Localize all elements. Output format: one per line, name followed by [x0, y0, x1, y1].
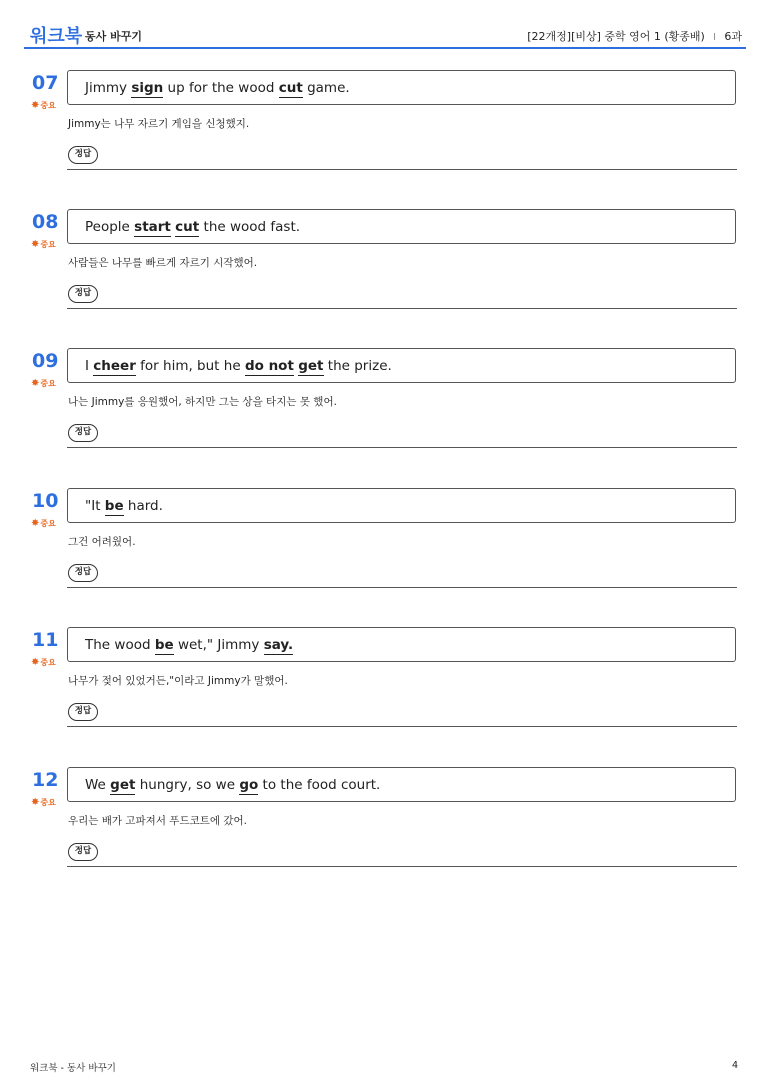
answer-button[interactable]: 정답: [68, 564, 98, 582]
sentence-text: hard.: [123, 498, 163, 514]
answer-button[interactable]: 정답: [68, 424, 98, 442]
target-verb: go: [239, 777, 259, 793]
sentence-box: [67, 209, 736, 244]
star-burst-icon: ✸: [31, 657, 40, 668]
important-badge: [31, 657, 56, 668]
workbook-title: 워크북: [30, 26, 83, 47]
target-verb: cut: [278, 80, 303, 96]
answer-button[interactable]: 정답: [68, 703, 98, 721]
header-divider: [24, 47, 746, 49]
sentence-text: People: [85, 219, 135, 235]
korean-translation: 우리는 배가 고파져서 푸드코트에 갔어.: [68, 815, 247, 827]
question-number: 11: [32, 629, 59, 651]
target-verb: be: [154, 637, 174, 653]
star-burst-icon: ✸: [31, 100, 40, 111]
sentence-text: to the food court.: [258, 777, 381, 793]
page-number: 4: [731, 1060, 738, 1071]
lesson-number: 6과: [724, 30, 742, 43]
sentence-text: the prize.: [323, 358, 392, 374]
sentence-text: the wood fast.: [199, 219, 301, 235]
important-label: 중요: [40, 101, 56, 110]
question-item: [0, 488, 768, 598]
star-burst-icon: ✸: [31, 518, 40, 529]
page-header: [0, 0, 768, 50]
sentence-text: hungry, so we: [135, 777, 240, 793]
question-item: [0, 627, 768, 737]
korean-translation: 그건 어려웠어.: [68, 536, 136, 548]
sentence-text: up for the wood: [163, 80, 279, 96]
question-item: [0, 767, 768, 877]
target-verb: say.: [263, 637, 294, 653]
course-info: [527, 28, 742, 44]
course-name: [22개정][비상] 중학 영어 1 (황종배): [527, 30, 705, 43]
answer-line[interactable]: [67, 447, 737, 448]
answer-button[interactable]: 정답: [68, 285, 98, 303]
sentence-text: The wood: [85, 637, 155, 653]
target-verb: sign: [131, 80, 164, 96]
star-burst-icon: ✸: [31, 797, 40, 808]
sentence-box: [67, 627, 736, 662]
question-number: 12: [32, 769, 59, 791]
target-verb: get: [110, 777, 136, 793]
sentence-text: "It: [85, 498, 105, 514]
question-item: [0, 70, 768, 180]
important-badge: [31, 239, 56, 250]
korean-translation: 사람들은 나무를 빠르게 자르기 시작했어.: [68, 257, 258, 269]
question-item: [0, 348, 768, 458]
sentence-box: [67, 70, 736, 105]
answer-button[interactable]: 정답: [68, 146, 98, 164]
important-label: 중요: [40, 798, 56, 807]
sentence-text: for him, but he: [135, 358, 245, 374]
target-verb: cut: [175, 219, 200, 235]
sentence-text: game.: [302, 80, 350, 96]
star-burst-icon: ✸: [31, 378, 40, 389]
sentence-box: [67, 767, 736, 802]
target-verb: do not: [244, 358, 294, 374]
target-verb: be: [104, 498, 124, 514]
important-label: 중요: [40, 658, 56, 667]
target-verb: start: [134, 219, 171, 235]
important-label: 중요: [40, 379, 56, 388]
answer-button[interactable]: 정답: [68, 843, 98, 861]
question-number: 10: [32, 490, 59, 512]
question-number: 07: [32, 72, 59, 94]
header-separator: l: [713, 33, 716, 43]
sentence-text: We: [85, 777, 111, 793]
sentence-box: [67, 348, 736, 383]
sentence-text: wet," Jimmy: [173, 637, 264, 653]
target-verb: get: [298, 358, 324, 374]
important-badge: [31, 100, 56, 111]
footer-title: 워크북 - 동사 바꾸기: [30, 1063, 116, 1074]
star-burst-icon: ✸: [31, 239, 40, 250]
important-label: 중요: [40, 519, 56, 528]
korean-translation: 나는 Jimmy를 응원했어, 하지만 그는 상을 타지는 못 했어.: [68, 396, 337, 408]
answer-line[interactable]: [67, 866, 737, 867]
question-number: 09: [32, 350, 59, 372]
sentence-text: I: [85, 358, 94, 374]
important-badge: [31, 797, 56, 808]
answer-line[interactable]: [67, 726, 737, 727]
sentence-text: Jimmy: [85, 80, 132, 96]
important-label: 중요: [40, 240, 56, 249]
korean-translation: Jimmy는 나무 자르기 게임을 신청했지.: [68, 118, 250, 130]
worksheet-subtitle: 동사 바꾸기: [85, 30, 142, 43]
korean-translation: 나무가 젖어 있었거든,"이라고 Jimmy가 말했어.: [68, 675, 288, 687]
answer-line[interactable]: [67, 308, 737, 309]
sentence-box: [67, 488, 736, 523]
question-number: 08: [32, 211, 59, 233]
important-badge: [31, 378, 56, 389]
answer-line[interactable]: [67, 587, 737, 588]
target-verb: cheer: [93, 358, 136, 374]
question-item: [0, 209, 768, 319]
answer-line[interactable]: [67, 169, 737, 170]
important-badge: [31, 518, 56, 529]
